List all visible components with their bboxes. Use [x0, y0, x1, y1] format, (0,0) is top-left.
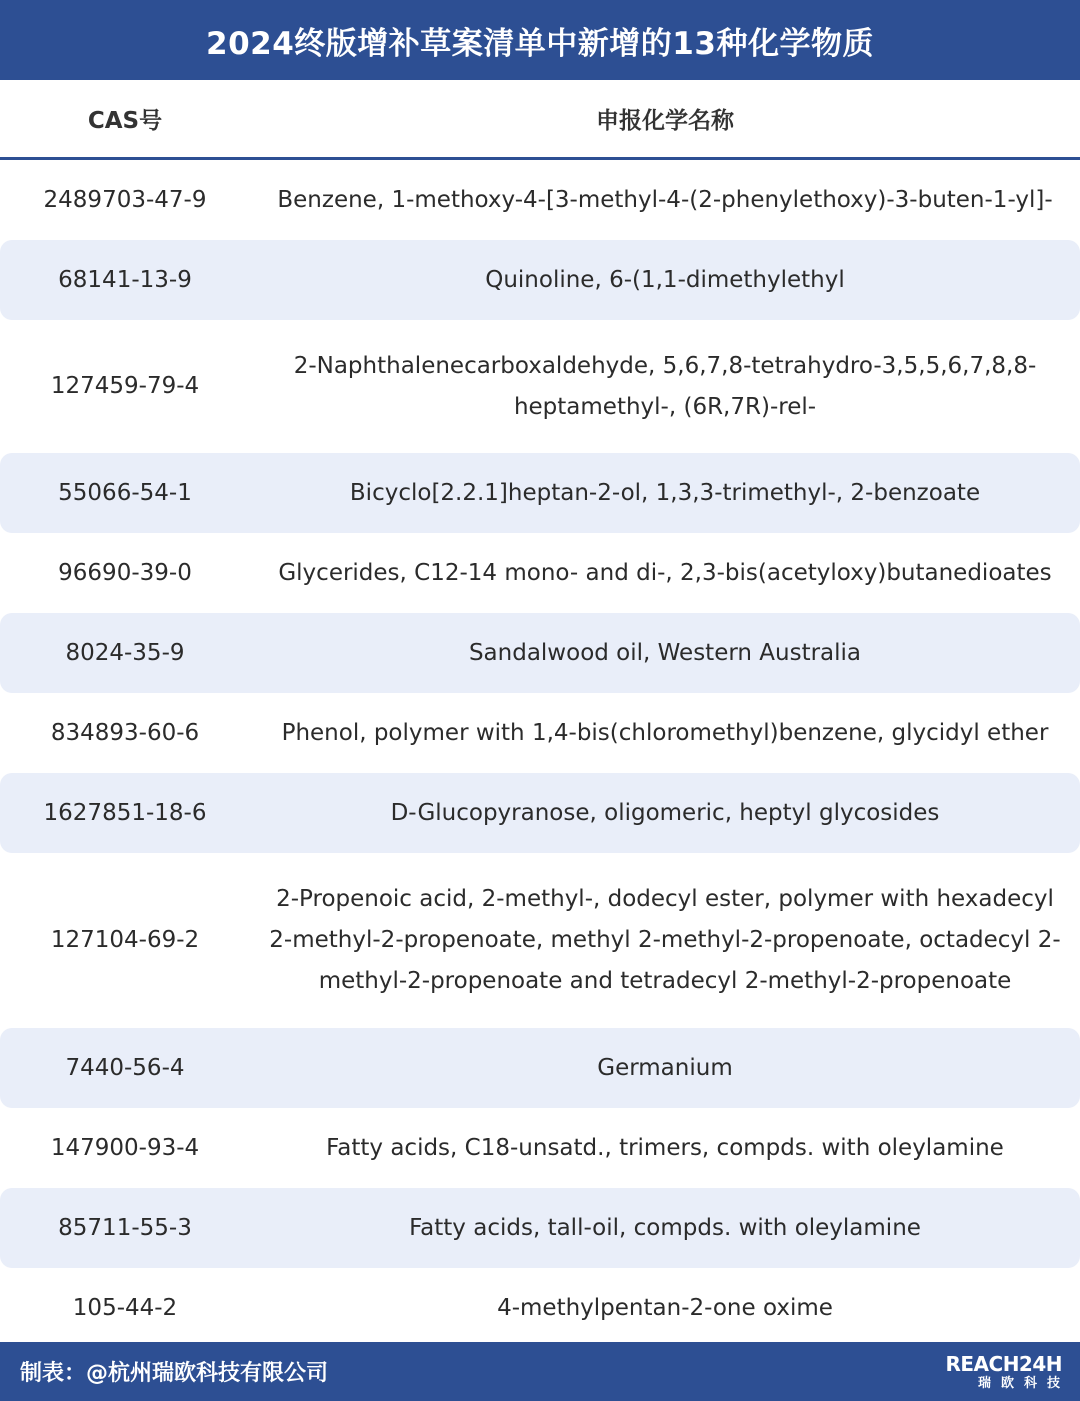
chemical-name: Fatty acids, C18-unsatd., trimers, compds. with oleylamine — [326, 1134, 1004, 1161]
page-title-text: 2024终版增补草案清单中新增的13种化学物质 — [206, 25, 874, 62]
chemical-name: 4-methylpentan-2-one oxime — [497, 1294, 833, 1321]
table-row — [0, 533, 1080, 613]
chemical-name: Quinoline, 6-(1,1-dimethylethyl — [485, 266, 845, 293]
table-row — [0, 240, 1080, 320]
cas-number: 68141-13-9 — [58, 266, 192, 293]
page-title — [0, 0, 1080, 80]
table-body — [0, 160, 1080, 1348]
chemical-name: Benzene, 1-methoxy-4-[3-methyl-4-(2-phenylethoxy)-3-buten-1-yl]- — [277, 186, 1053, 213]
chemical-name: Phenol, polymer with 1,4-bis(chloromethyl)benzene, glycidyl ether — [281, 719, 1049, 746]
footer — [0, 1342, 1080, 1401]
table-row — [0, 453, 1080, 533]
table-header — [0, 80, 1080, 160]
cas-number: 147900-93-4 — [50, 1134, 200, 1161]
table-row — [0, 1188, 1080, 1268]
cas-number: 834893-60-6 — [50, 719, 200, 746]
table-row — [0, 160, 1080, 240]
chemical-name: 2-Naphthalenecarboxaldehyde, 5,6,7,8-tetrahydro-3,5,5,6,7,8,8-heptamethyl-, (6R,7R)-rel- — [293, 352, 1037, 420]
table-row — [0, 1268, 1080, 1348]
table-row — [0, 613, 1080, 693]
brand-logo — [945, 1351, 1070, 1391]
cas-number: 127104-69-2 — [50, 927, 200, 953]
cas-number: 127459-79-4 — [50, 373, 200, 399]
table-row — [0, 693, 1080, 773]
cas-number: 1627851-18-6 — [43, 799, 207, 826]
cas-number: 7440-56-4 — [65, 1054, 185, 1081]
cas-number: 105-44-2 — [72, 1294, 178, 1321]
header-chemical-name: 申报化学名称 — [596, 108, 734, 134]
header-cas: CAS号 — [87, 108, 163, 134]
chemical-name: Germanium — [597, 1054, 733, 1081]
brand-logo-main: REACH24H — [945, 1351, 1062, 1376]
chemical-name: 2-Propenoic acid, 2-methyl-, dodecyl ester, polymer with hexadecyl 2-methyl-2-propenoate, methyl 2-methyl-2-propenoate, octadecyl 2-methyl-2-propenoate and tetradecyl 2-methyl-2-propenoate — [269, 886, 1061, 994]
chemical-name: D-Glucopyranose, oligomeric, heptyl glycosides — [390, 799, 940, 826]
cas-number: 96690-39-0 — [58, 559, 192, 586]
table-row — [0, 773, 1080, 853]
chemical-name: Sandalwood oil, Western Australia — [468, 639, 862, 666]
table-row — [0, 853, 1080, 1028]
cas-number: 85711-55-3 — [58, 1214, 192, 1241]
cas-number: 55066-54-1 — [58, 479, 192, 506]
cas-number: 2489703-47-9 — [43, 186, 207, 213]
chemical-name: Glycerides, C12-14 mono- and di-, 2,3-bis(acetyloxy)butanedioates — [278, 559, 1052, 586]
brand-logo-sub: 瑞欧科技 — [977, 1375, 1070, 1391]
table-row — [0, 1028, 1080, 1108]
chemical-name: Bicyclo[2.2.1]heptan-2-ol, 1,3,3-trimethyl-, 2-benzoate — [349, 479, 981, 506]
chemical-name: Fatty acids, tall-oil, compds. with oleylamine — [409, 1214, 921, 1241]
footer-credit: 制表：@杭州瑞欧科技有限公司 — [20, 1361, 329, 1386]
table-row — [0, 1108, 1080, 1188]
cas-number: 8024-35-9 — [65, 639, 185, 666]
table-row — [0, 320, 1080, 453]
